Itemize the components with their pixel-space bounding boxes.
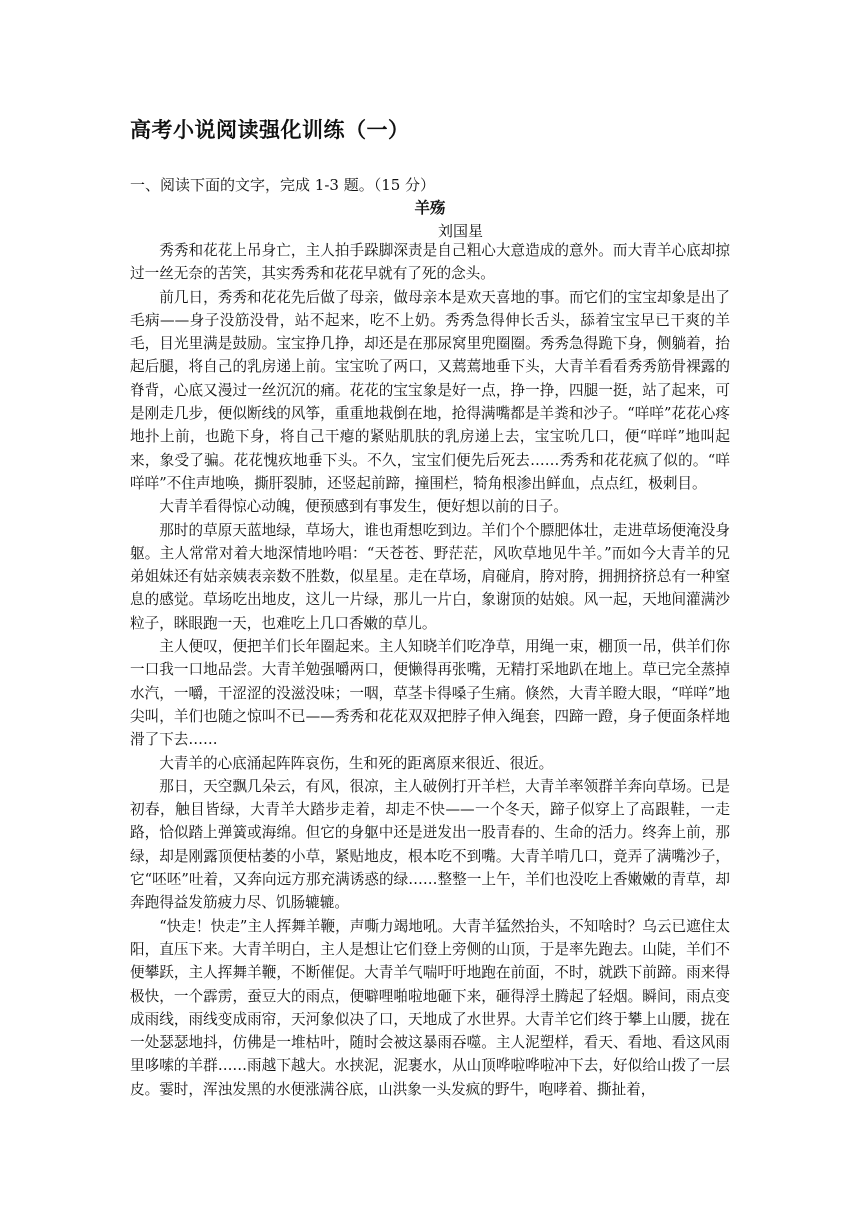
paragraph: 大青羊的心底涌起阵阵哀伤，生和死的距离原来很近、很近。 <box>159 754 554 772</box>
paragraph: 主人便叹，便把羊们长年圈起来。主人知晓羊们吃净草，用绳一束，棚顶一吊，供羊们你一口我一口地品尝。大青羊勉强嚼两口，便懒得再张嘴，无精打采地趴在地上。草已完全蒸掉水汽，一嚼，干涩涩的没滋没味；一咽，草茎卡得嗓子生痛。倏然，大青羊瞪大眼，“咩咩”地尖叫，羊们也随之惊叫不已——秀秀和花花双双把脖子伸入绳套，四蹄一蹬，身子便面条样地滑了下去…… <box>130 638 730 749</box>
paragraph: 大青羊看得惊心动魄，便预感到有事发生，便好想以前的日子。 <box>159 498 568 516</box>
paragraph: 那日，天空飘几朵云，有风，很凉，主人破例打开羊栏，大青羊率领群羊奔向草场。已是初春，触目皆绿，大青羊大踏步走着，却走不快——一个冬天，蹄子似穿上了高跟鞋，一走路，恰似踏上弹簧或海绵。但它的身躯中还是迸发出一股青春的、生命的活力。终奔上前，那绿，却是刚露顶便枯萎的小草，紧贴地皮，根本吃不到嘴。大青羊啃几口，竟弄了满嘴沙子，它“呸呸”吐着，又奔向远方那充满诱惑的绿……整整一上午，羊们也没吃上香嫩嫩的青草，却奔跑得益发筋疲力尽、饥肠辘辘。 <box>130 777 730 912</box>
document-title: 高考小说阅读强化训练（一） <box>130 118 410 142</box>
story-body <box>130 239 730 1101</box>
paragraph: 秀秀和花花上吊身亡，主人拍手跺脚深责是自己粗心大意造成的意外。而大青羊心底却掠过一丝无奈的苦笑，其实秀秀和花花早就有了死的念头。 <box>130 242 730 283</box>
paragraph: 那时的草原天蓝地绿，草场大，谁也甭想吃到边。羊们个个膘肥体壮，走进草场便淹没身躯。主人常常对着大地深情地吟唱：“天苍苍、野茫茫，风吹草地见牛羊。”而如今大青羊的兄弟姐妹还有姑亲姨表亲数不胜数，似星星。走在草场，肩碰肩，胯对胯，拥拥挤挤总有一种窒息的感觉。草场吃出地皮，这儿一片绿，那儿一片白，象谢顶的姑娘。风一起，天地间灌满沙粒子，眯眼跑一天，也难吃上几口香嫩的草儿。 <box>130 521 730 632</box>
question-instruction: 一、阅读下面的文字，完成 1-3 题。（15 分） <box>130 176 436 194</box>
author-name: 刘国星 <box>438 222 484 240</box>
paragraph: “快走！快走”主人挥舞羊鞭，声嘶力竭地吼。大青羊猛然抬头，不知啥时？乌云已遮住太阳，直压下来。大青羊明白，主人是想让它们登上旁侧的山顶，于是率先跑去。山陡，羊们不便攀跃，主人挥舞羊鞭，不断催促。大青羊气喘吁吁地跑在前面，不时，就跌下前蹄。雨来得极快，一个霹雳，蚕豆大的雨点，便噼哩啪啦地砸下来，砸得浮土腾起了轻烟。瞬间，雨点变成雨线，雨线变成雨帘，天河象似决了口，天地成了水世界。大青羊它们终于攀上山腰，拢在一处瑟瑟地抖，仿佛是一堆枯叶，随时会被这暴雨吞噬。主人泥塑样，看天、看地、看这风雨里哆嗦的羊群……雨越下越大。水挟泥，泥裹水，从山顶哗啦哗啦冲下去，好似给山拨了一层皮。霎时，浑浊发黑的水便涨满谷底，山洪象一头发疯的野牛，咆哮着、撕扯着， <box>130 917 730 1098</box>
story-title: 羊殇 <box>414 199 446 217</box>
paragraph: 前几日，秀秀和花花先后做了母亲，做母亲本是欢天喜地的事。而它们的宝宝却象是出了毛病——身子没筋没骨，站不起来，吃不上奶。秀秀急得伸长舌头，舔着宝宝早已干爽的羊毛，目光里满是鼓励。宝宝挣几挣，却还是在那尿窝里兜圈圈。秀秀急得跪下身，侧躺着，抬起后腿，将自己的乳房递上前。宝宝吮了两口，又蔫蔫地垂下头，大青羊看看秀秀筋骨裸露的脊背，心底又漫过一丝沉沉的痛。花花的宝宝象是好一点，挣一挣，四腿一挺，站了起来，可是刚走几步，便似断线的风筝，重重地栽倒在地，抢得满嘴都是羊粪和沙子。“咩咩”花花心疼地扑上前，也跪下身，将自己干瘪的紧贴肌肤的乳房递上去，宝宝吮几口，便“咩咩”地叫起来，象受了骗。花花愧疚地垂下头。不久，宝宝们便先后死去……秀秀和花花疯了似的。“咩咩咩”不住声地唤，撕肝裂肺，还竖起前蹄，撞围栏，犄角根渗出鲜血，点点红，极刺目。 <box>130 288 730 492</box>
